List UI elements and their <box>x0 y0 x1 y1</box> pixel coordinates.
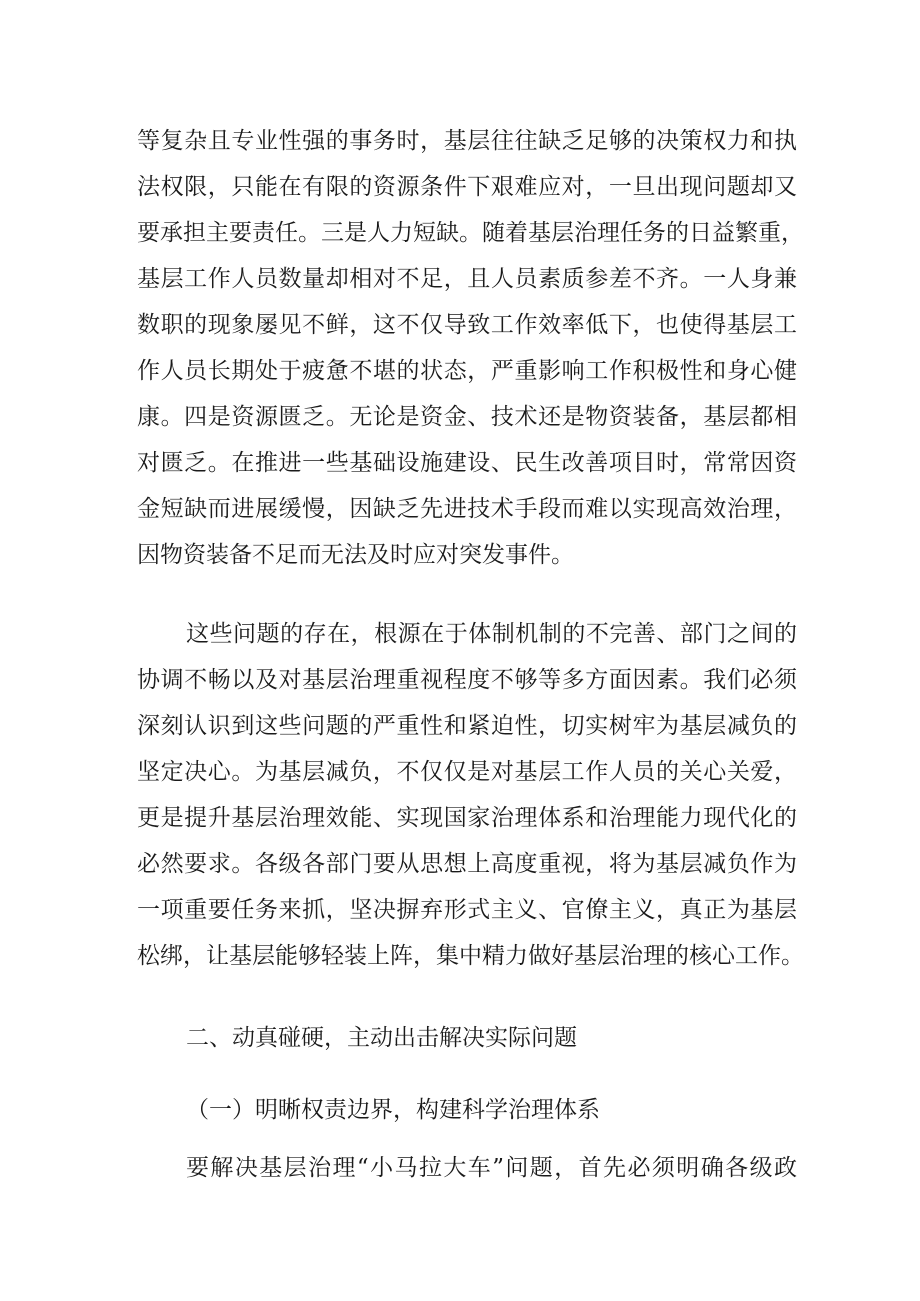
text-line: 要解决基层治理“小马拉大车”问题，首先必须明确各级政 <box>186 1155 797 1181</box>
text-line: 必然要求。各级各部门要从思想上高度重视，将为基层减负作为 <box>137 851 797 877</box>
text-line: 基层工作人员数量却相对不足，且人员素质参差不齐。一人身兼 <box>137 266 797 292</box>
text-line: 深刻认识到这些问题的严重性和紧迫性，切实树牢为基层减负的 <box>137 713 797 739</box>
text-line: 因物资装备不足而无法及时应对突发事件。 <box>137 542 574 568</box>
text-line: 松绑，让基层能够轻装上阵，集中精力做好基层治理的核心工作。 <box>137 943 804 969</box>
text-line: 作人员长期处于疲惫不堪的状态，严重影响工作积极性和身心健 <box>137 358 797 384</box>
subsection-heading: （一）明晰权责边界，构建科学治理体系 <box>186 1097 600 1123</box>
text-line: 对匮乏。在推进一些基础设施建设、民生改善项目时，常常因资 <box>137 450 797 476</box>
text-line: 更是提升基层治理效能、实现国家治理体系和治理能力现代化的 <box>137 805 797 831</box>
text-line: 等复杂且专业性强的事务时，基层往往缺乏足够的决策权力和执 <box>137 128 797 154</box>
text-line: 一项重要任务来抓，坚决摒弃形式主义、官僚主义，真正为基层 <box>137 897 797 923</box>
text-line: 金短缺而进展缓慢，因缺乏先进技术手段而难以实现高效治理， <box>137 496 797 522</box>
text-line: 数职的现象屡见不鲜，这不仅导致工作效率低下，也使得基层工 <box>137 312 797 338</box>
text-line: 康。四是资源匮乏。无论是资金、技术还是物资装备，基层都相 <box>137 404 797 430</box>
text-line: 协调不畅以及对基层治理重视程度不够等多方面因素。我们必须 <box>137 667 797 693</box>
text-line: 要承担主要责任。三是人力短缺。随着基层治理任务的日益繁重， <box>137 220 804 246</box>
text-line: 坚定决心。为基层减负，不仅仅是对基层工作人员的关心关爱， <box>137 759 797 785</box>
section-heading: 二、动真碰硬，主动出击解决实际问题 <box>186 1025 577 1051</box>
text-line: 这些问题的存在，根源在于体制机制的不完善、部门之间的 <box>186 621 797 647</box>
text-line: 法权限，只能在有限的资源条件下艰难应对，一旦出现问题却又 <box>137 174 797 200</box>
